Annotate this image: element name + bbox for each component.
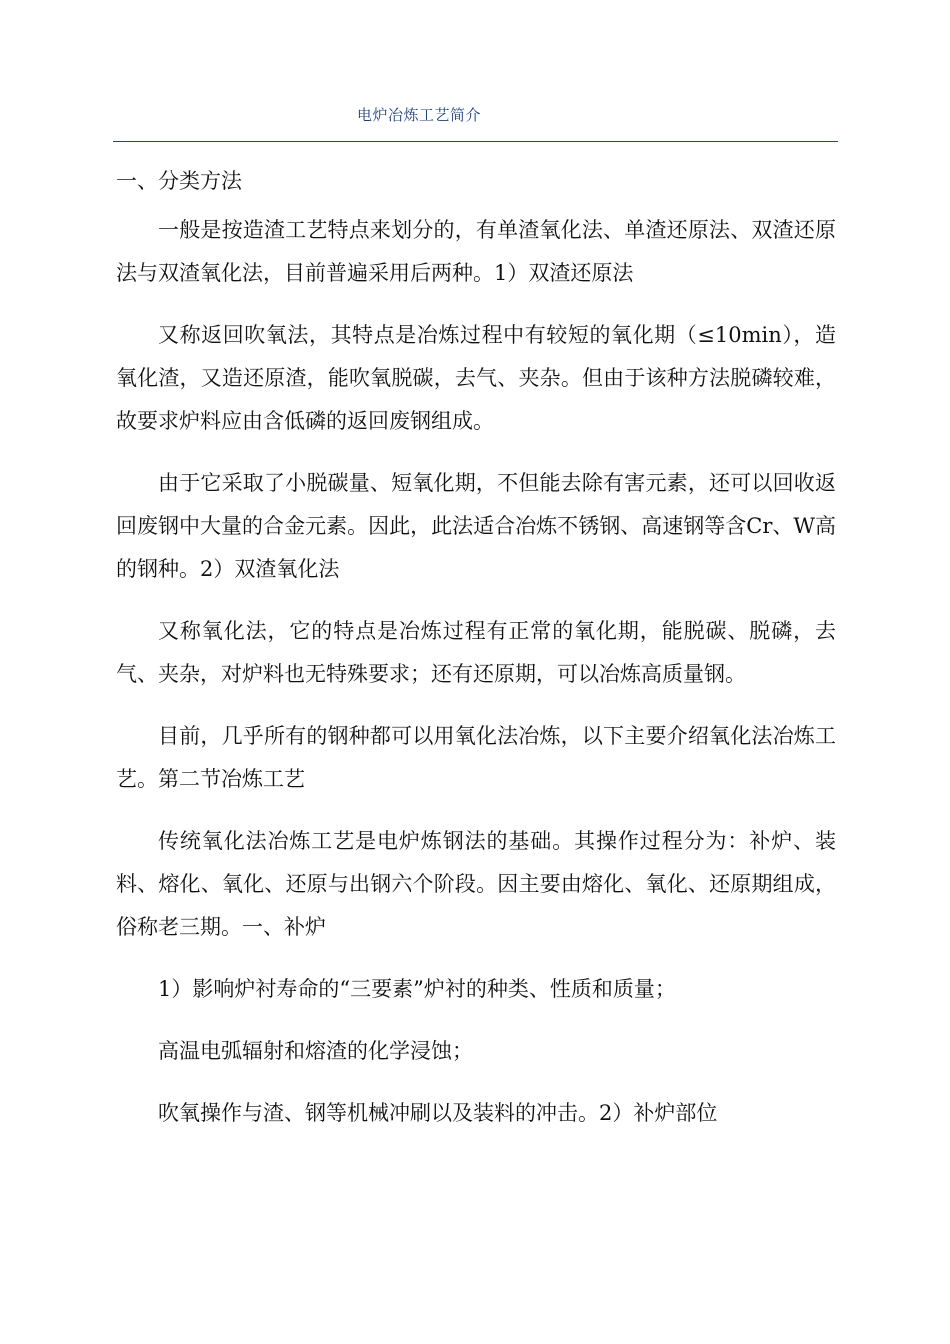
paragraph-2: 又称返回吹氧法，其特点是冶炼过程中有较短的氧化期（≤10min），造氧化渣，又造还原渣，能吹氧脱碳，去气、夹杂。但由于该种方法脱磷较难，故要求炉料应由含低磷的返回废钢组成。 xyxy=(116,323,836,433)
header-title: 电炉冶炼工艺简介 xyxy=(357,106,482,124)
paragraph-4: 又称氧化法，它的特点是冶炼过程有正常的氧化期，能脱碳、脱磷，去气、夹杂，对炉料也无特殊要求；还有还原期，可以冶炼高质量钢。 xyxy=(116,619,836,686)
paragraph-5: 目前，几乎所有的钢种都可以用氧化法冶炼，以下主要介绍氧化法冶炼工艺。第二节冶炼工艺 xyxy=(116,724,836,791)
paragraph-3: 由于它采取了小脱碳量、短氧化期，不但能去除有害元素，还可以回收返回废钢中大量的合金元素。因此，此法适合冶炼不锈钢、高速钢等含Cr、W高的钢种。2）双渣氧化法 xyxy=(116,471,836,581)
paragraph-8: 高温电弧辐射和熔渣的化学浸蚀； xyxy=(158,1039,473,1063)
paragraph-9: 吹氧操作与渣、钢等机械冲刷以及装料的冲击。2）补炉部位 xyxy=(158,1101,718,1125)
document-body xyxy=(116,163,836,1135)
header-divider xyxy=(113,141,838,142)
section-heading: 一、分类方法 xyxy=(116,169,242,193)
paragraph-6: 传统氧化法冶炼工艺是电炉炼钢法的基础。其操作过程分为：补炉、装料、熔化、氧化、还原与出钢六个阶段。因主要由熔化、氧化、还原期组成，俗称老三期。一、补炉 xyxy=(116,829,836,939)
paragraph-1: 一般是按造渣工艺特点来划分的，有单渣氧化法、单渣还原法、双渣还原法与双渣氧化法，目前普遍采用后两种。1）双渣还原法 xyxy=(116,218,836,285)
paragraph-7: 1）影响炉衬寿命的“三要素”炉衬的种类、性质和质量； xyxy=(158,977,676,1001)
